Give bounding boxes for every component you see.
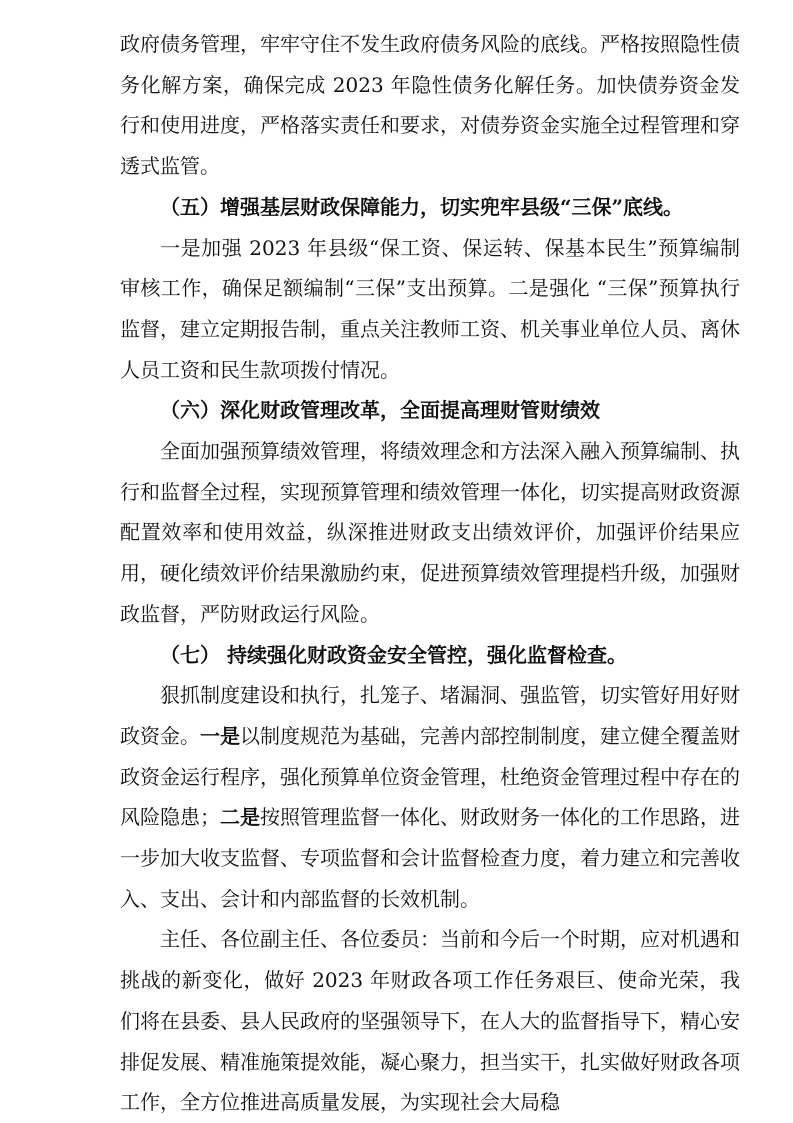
second-point-text: 按照管理监督一体化、财政财务一体化的工作思路，进一步加大收支监督、专项监督和会计监督检查力度，着力建立和完善收入、支出、会计和内部监督的长效机制。 (120, 805, 740, 911)
document-body (120, 24, 740, 1123)
second-point-marker: 二是 (220, 805, 260, 830)
first-point-marker: 一是 (200, 723, 240, 748)
fund-security-intro: 狠抓制度建设和执行，扎笼子、堵漏洞、强监管，切实管好用好财政资金。 (120, 683, 740, 748)
paragraph-fund-security (120, 675, 740, 919)
paragraph-debt-management: 政府债务管理，牢牢守住不发生政府债务风险的底线。严格按照隐性债务化解方案，确保完成 2023 年隐性债务化解任务。加快债券资金发行和使用进度，严格落实责任和要求，对债券资金实施全过程管理和穿透式监管。 (120, 32, 740, 179)
paragraph-performance-management: 全面加强预算绩效管理，将绩效理念和方法深入融入预算编制、执行和监督全过程，实现预算管理和绩效管理一体化，切实提高财政资源配置效率和使用效益，纵深推进财政支出绩效评价，加强评价结果应用，硬化绩效评价结果激励约束，促进预算绩效管理提档升级，加强财政监督，严防财政运行风险。 (120, 439, 740, 626)
first-point-text: 以制度规范为基础，完善内部控制制度，建立健全覆盖财政资金运行程序，强化预算单位资金管理，杜绝资金管理过程中存在的风险隐患； (120, 723, 740, 830)
paragraph-three-guarantees: 一是加强 2023 年县级“保工资、保运转、保基本民生”预算编制审核工作，确保足额编制“三保”支出预算。二是强化 “三保”预算执行监督，建立定期报告制，重点关注教师工资、机关事业单位人员、离休人员工资和民生款项拨付情况。 (120, 235, 740, 382)
section-heading-5: （五）增强基层财政保障能力，切实兜牢县级“三保”底线。 (160, 194, 684, 219)
section-heading-6: （六）深化财政管理改革，全面提高理财管财绩效 (160, 398, 600, 423)
paragraph-closing-address: 主任、各位副主任、各位委员：当前和今后一个时期，应对机遇和挑战的新变化，做好 2023 年财政各项工作任务艰巨、使命光荣，我们将在县委、县人民政府的坚强领导下，在人大的监督指导下，精心安排促发展、精准施策提效能，凝心聚力，担当实干，扎实做好财政各项工作，全方位推进高质量发展，为实现社会大局稳 (120, 927, 740, 1115)
section-heading-7: （七） 持续强化财政资金安全管控，强化监督检查。 (160, 642, 627, 667)
